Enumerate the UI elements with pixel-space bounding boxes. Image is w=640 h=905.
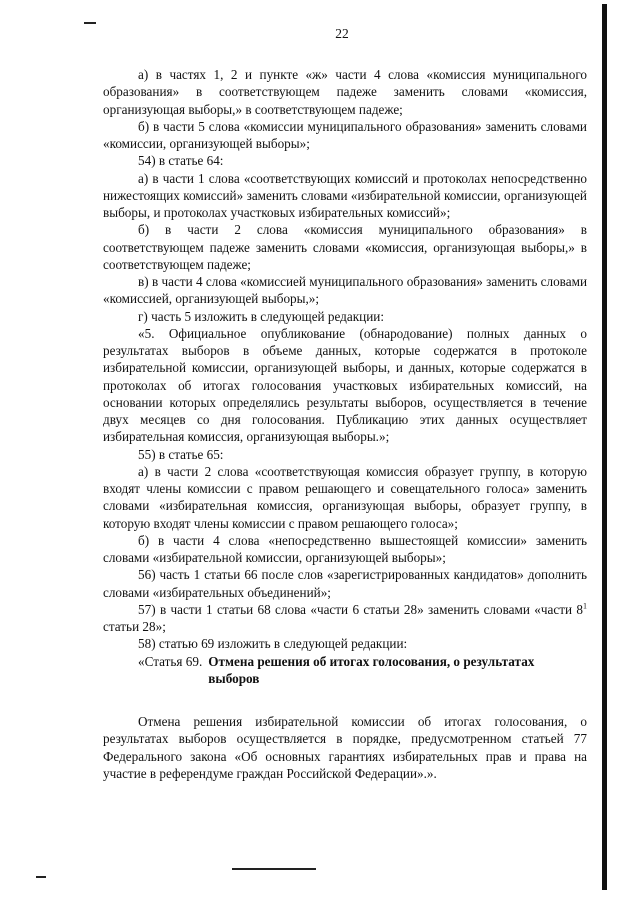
- paragraph-8: «5. Официальное опубликование (обнародование) полных данных о результатах выборов в объеме данных, которые содержатся в протоколе избирательной комиссии, организующей выборы, и данных, которые содержатся в протоколах об итогах голосования участковых избирательных комиссий, на основании которых определялись результаты выборов, осуществляется в течение двух месяцев со дня голосования. Публикацию этих данных осуществляет избирательная комиссия, организующая выборы.»;: [103, 325, 587, 445]
- scan-mark-bottom: [232, 868, 316, 870]
- scan-mark-top-left: [84, 22, 96, 24]
- paragraph-7: г) часть 5 изложить в следующей редакции:: [138, 308, 384, 324]
- page-number: 22: [335, 26, 349, 41]
- paragraph-14: 58) статью 69 изложить в следующей редакции:: [138, 636, 408, 652]
- scan-border-right: [602, 4, 607, 890]
- paragraph-11: б) в части 4 слова «непосредственно вышестоящей комиссии» заменить словами «избирательной комиссии, организующей выборы»;: [103, 532, 587, 565]
- paragraph-2: б) в части 5 слова «комиссии муниципального образования» заменить словами «комиссии, организующей выборы»;: [103, 118, 587, 151]
- document-body: [103, 66, 587, 782]
- paragraph-5: б) в части 2 слова «комиссия муниципального образования» в соответствующем падеже заменить словами «комиссия, организующая выборы,» в соответствующем падеже;: [103, 222, 587, 272]
- paragraph-13-text: 57) в части 1 статьи 68 слова «части 6 статьи 28» заменить словами «части 8: [138, 601, 583, 617]
- article-heading: [103, 653, 587, 688]
- paragraph-13: [103, 601, 587, 636]
- paragraph-9: 55) в статье 65:: [138, 446, 224, 462]
- paragraph-3: 54) в статье 64:: [138, 153, 224, 169]
- paragraph-13-superscript: 1: [583, 601, 587, 611]
- paragraph-final: Отмена решения избирательной комиссии об итогах голосования, о результатах выборов осуществляется в порядке, предусмотренном статьей 77 Федерального закона «Об основных гарантиях избирательных прав и права на участие в референдуме граждан Российской Федерации».».: [103, 714, 587, 781]
- paragraph-10: а) в части 2 слова «соответствующая комиссия образует группу, в которую входят члены комиссии с правом решающего и совещательного голоса» заменить словами «избирательная комиссия, организующая выборы, образует группу, в которую входят члены комиссии с правом решающего голоса»;: [103, 463, 587, 531]
- scan-mark-bottom-left: [36, 876, 46, 878]
- paragraph-1: а) в частях 1, 2 и пункте «ж» части 4 слова «комиссия муниципального образования» в соответствующем падеже заменить словами «комиссия, организующая выборы,» в соответствующем падеже;: [103, 67, 587, 117]
- paragraph-12: 56) часть 1 статьи 66 после слов «зарегистрированных кандидатов» дополнить словами «избирательных объединений»;: [103, 567, 587, 600]
- article-title: Отмена решения об итогах голосования, о результатах выборов: [208, 653, 535, 686]
- spacer: [103, 687, 587, 713]
- paragraph-13-tail: статьи 28»;: [103, 619, 166, 634]
- article-number: «Статья 69.: [138, 653, 203, 669]
- paragraph-6: в) в части 4 слова «комиссией муниципального образования» заменить словами «комиссией, организующей выборы,»;: [103, 274, 587, 307]
- paragraph-4: а) в части 1 слова «соответствующих комиссий и протоколах непосредственно нижестоящих комиссий» заменить словами «избирательной комиссии, организующей выборы, и протоколах участковых избирательных комиссий»;: [103, 170, 587, 220]
